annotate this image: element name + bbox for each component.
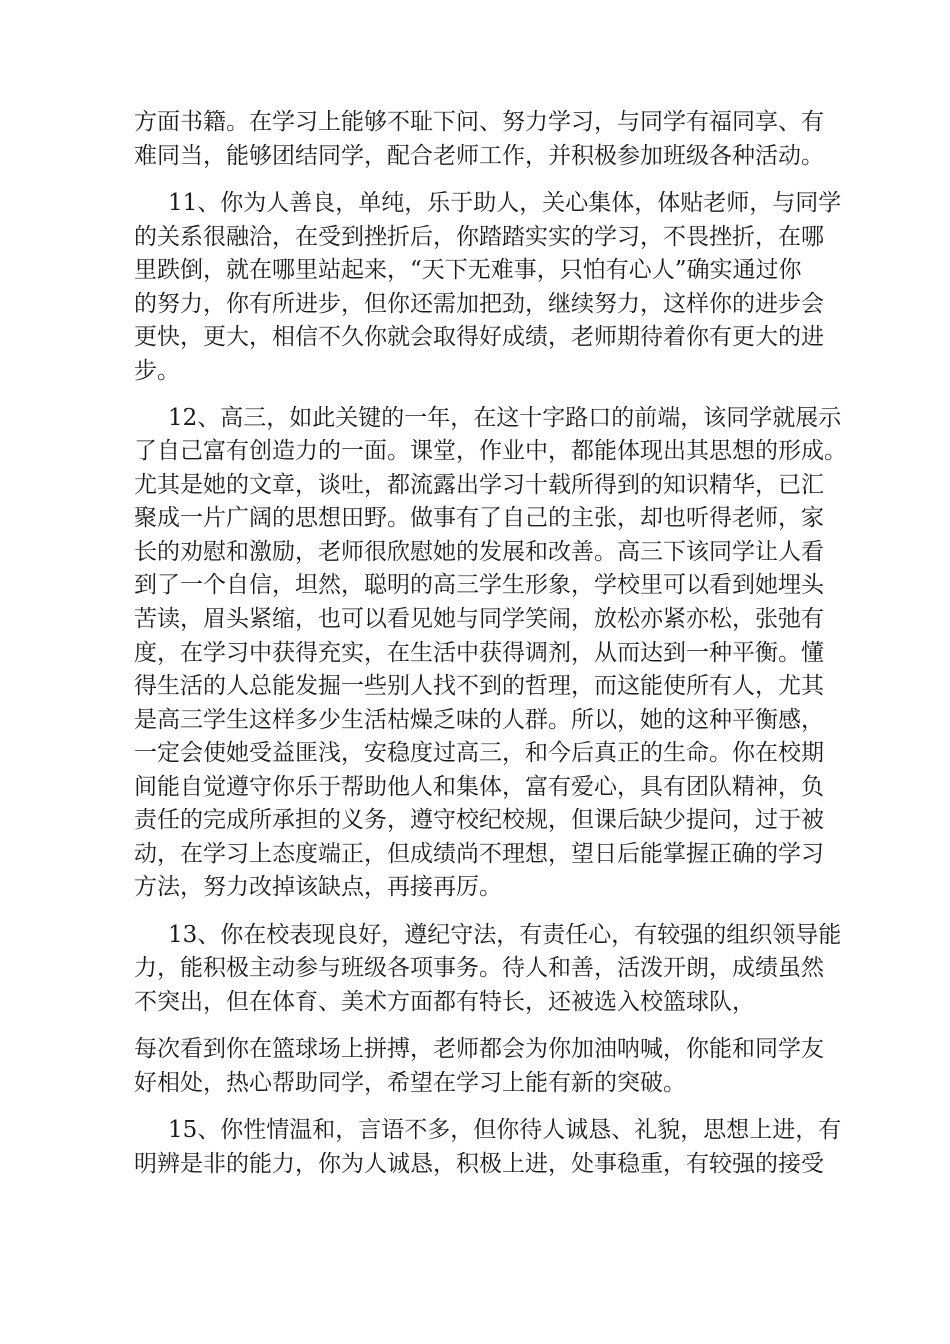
text-line: 方面书籍。在学习上能够不耻下问、努力学习，与同学有福同享、有 xyxy=(134,109,824,135)
text-line: 的关系很融洽，在受到挫折后，你踏踏实实的学习，不畏挫折，在哪 xyxy=(134,224,824,250)
text-line: 15、你性情温和，言语不多，但你待人诚恳、礼貌，思想上进，有 xyxy=(168,1117,842,1143)
text-line: 11、你为人善良，单纯，乐于助人，关心集体，体贴老师，与同学 xyxy=(168,190,842,216)
text-line: 到了一个自信，坦然，聪明的高三学生形象，学校里可以看到她埋头 xyxy=(134,572,824,598)
text-line: 得生活的人总能发掘一些别人找不到的哲理，而这能使所有人，尤其 xyxy=(134,673,824,699)
text-line: 更快，更大，相信不久你就会取得好成绩，老师期待着你有更大的进 xyxy=(134,324,824,350)
text-line: 力，能积极主动参与班级各项事务。待人和善，活泼开朗，成绩虽然 xyxy=(134,955,824,981)
text-line: 责任的完成所承担的义务，遵守校纪校规，但课后缺少提问，过于被 xyxy=(134,807,824,833)
text-line: 聚成一片广阔的思想田野。做事有了自己的主张，却也听得老师，家 xyxy=(134,505,824,531)
text-line: 好相处，热心帮助同学，希望在学习上能有新的突破。 xyxy=(134,1070,686,1096)
text-line: 动，在学习上态度端正，但成绩尚不理想，望日后能掌握正确的学习 xyxy=(134,841,824,867)
text-line: 一定会使她受益匪浅，安稳度过高三，和今后真正的生命。你在校期 xyxy=(134,740,824,766)
text-line: 度，在学习中获得充实，在生活中获得调剂，从而达到一种平衡。懂 xyxy=(134,640,824,666)
text-line: 是高三学生这样多少生活枯燥乏味的人群。所以，她的这种平衡感， xyxy=(134,707,824,733)
text-line: 了自己富有创造力的一面。课堂，作业中，都能体现出其思想的形成。 xyxy=(134,438,847,464)
text-line: 尤其是她的文章，谈吐，都流露出学习十载所得到的知识精华，已汇 xyxy=(134,472,824,498)
text-line: 步。 xyxy=(134,358,180,384)
text-line: 方法，努力改掉该缺点，再接再厉。 xyxy=(134,874,502,900)
text-line: 的努力，你有所进步，但你还需加把劲，继续努力，这样你的进步会 xyxy=(134,291,824,317)
text-line: 难同当，能够团结同学，配合老师工作，并积极参加班级各种活动。 xyxy=(134,143,824,169)
text-line: 12、高三，如此关键的一年，在这十字路口的前端，该同学就展示 xyxy=(168,405,842,431)
text-line: 不突出，但在体育、美术方面都有特长，还被选入校篮球队， xyxy=(134,989,755,1015)
text-line: 明辨是非的能力，你为人诚恳，积极上进，处事稳重，有较强的接受 xyxy=(134,1151,824,1177)
text-line: 每次看到你在篮球场上拼搏，老师都会为你加油呐喊，你能和同学友 xyxy=(134,1036,824,1062)
text-line: 13、你在校表现良好，遵纪守法，有责任心，有较强的组织领导能 xyxy=(168,922,842,948)
text-line: 里跌倒，就在哪里站起来，“天下无难事，只怕有心人”确实通过你 xyxy=(134,257,802,283)
text-line: 长的劝慰和激励，老师很欣慰她的发展和改善。高三下该同学让人看 xyxy=(134,539,824,565)
text-line: 间能自觉遵守你乐于帮助他人和集体，富有爱心，具有团队精神，负 xyxy=(134,774,824,800)
text-line: 苦读，眉头紧缩，也可以看见她与同学笑闹，放松亦紧亦松，张弛有 xyxy=(134,606,824,632)
